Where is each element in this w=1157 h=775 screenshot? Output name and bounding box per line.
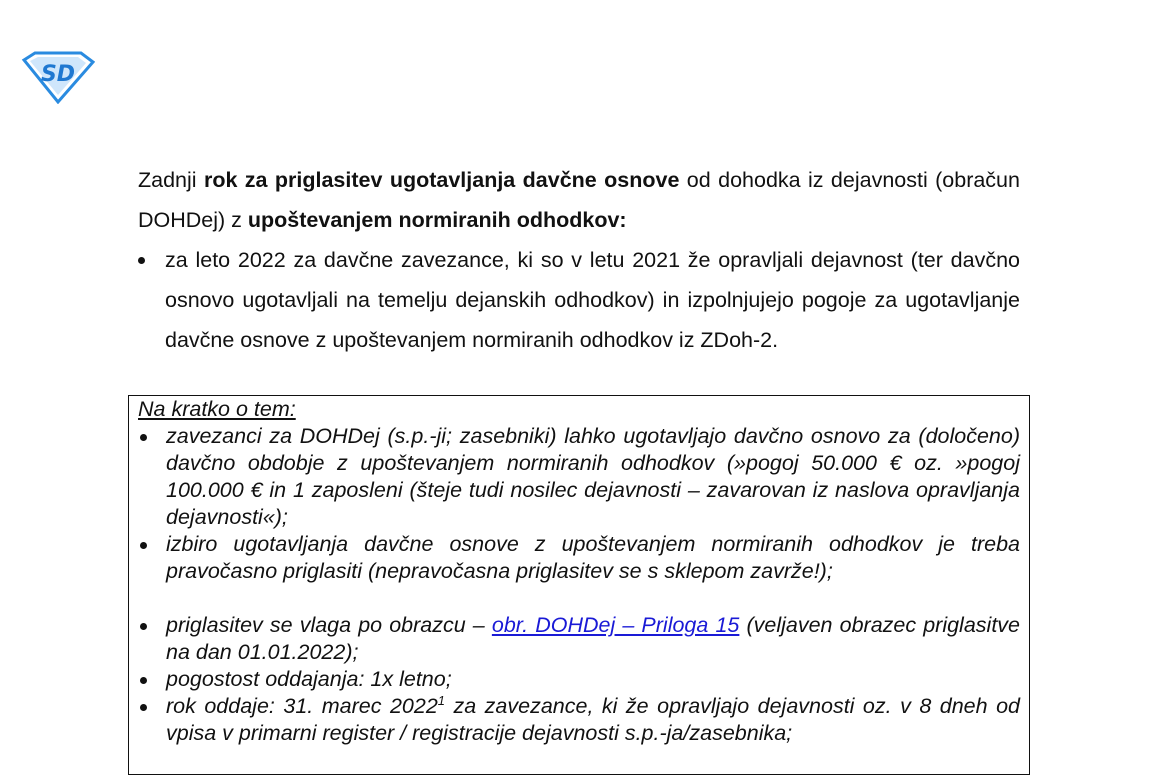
form-link[interactable]: obr. DOHDej – Priloga 15 bbox=[491, 613, 740, 637]
list-item bbox=[138, 612, 1020, 666]
intro-bold-normirani: upoštevanjem normiranih odhodkov: bbox=[247, 208, 627, 232]
box-title: Na kratko o tem: bbox=[138, 397, 296, 421]
intro-text: Zadnji bbox=[138, 168, 204, 192]
list-item-text: priglasitev se vlaga po obrazcu – bbox=[166, 613, 492, 637]
list-item: zavezanci za DOHDej (s.p.-ji; zasebniki) lahko ugotavljajo davčno osnovo za (določeno) davčno obdobje z upoštevanjem normiranih odhodkov (»pogoj 50.000 € oz. »pogoj 100.000 € in 1 zaposleni (šteje tudi nosilec dejavnosti – zavarovan iz naslova opravljanja dejavnosti«); bbox=[138, 423, 1020, 531]
list-item: pogostost oddajanja: 1x letno; bbox=[138, 666, 1020, 693]
summary-box bbox=[128, 395, 1030, 775]
logo-lettering: SD bbox=[40, 62, 76, 87]
list-item: izbiro ugotavljanja davčne osnove z upoštevanjem normiranih odhodkov je treba pravočasno priglasiti (nepravočasna priglasitev se s sklepom zavrže!); bbox=[138, 531, 1020, 585]
list-item-text: za zavezance, ki že opravljajo dejavnosti oz. v 8 dneh od vpisa v primarni register / registracije dejavnosti s.p.-ja/zasebnika; bbox=[166, 694, 1020, 745]
list-item bbox=[138, 693, 1020, 747]
summary-list bbox=[138, 423, 1020, 747]
list-item-text: rok oddaje: 31. marec 2022 bbox=[166, 694, 438, 718]
intro-text-2: od dohodka iz dejavnosti (obračun DOHDej) z bbox=[138, 168, 1020, 232]
intro-list bbox=[138, 240, 1020, 360]
intro-paragraph bbox=[138, 160, 1020, 240]
intro-section bbox=[138, 160, 1020, 360]
company-logo bbox=[21, 50, 95, 104]
footnote-ref: 1 bbox=[437, 692, 446, 708]
list-item-text: (veljaven obrazec priglasitve na dan 01.01.2022); bbox=[166, 613, 1021, 664]
intro-bullet: za leto 2022 za davčne zavezance, ki so v letu 2021 že opravljali dejavnost (ter davčno osnovo ugotavljali na temelju dejanskih odhodkov) in izpolnjujejo pogoje za ugotavljanje davčne osnove z upoštevanjem normiranih odhodkov iz ZDoh-2. bbox=[138, 240, 1020, 360]
intro-bold-deadline: rok za priglasitev ugotavljanja davčne osnove bbox=[203, 168, 680, 192]
